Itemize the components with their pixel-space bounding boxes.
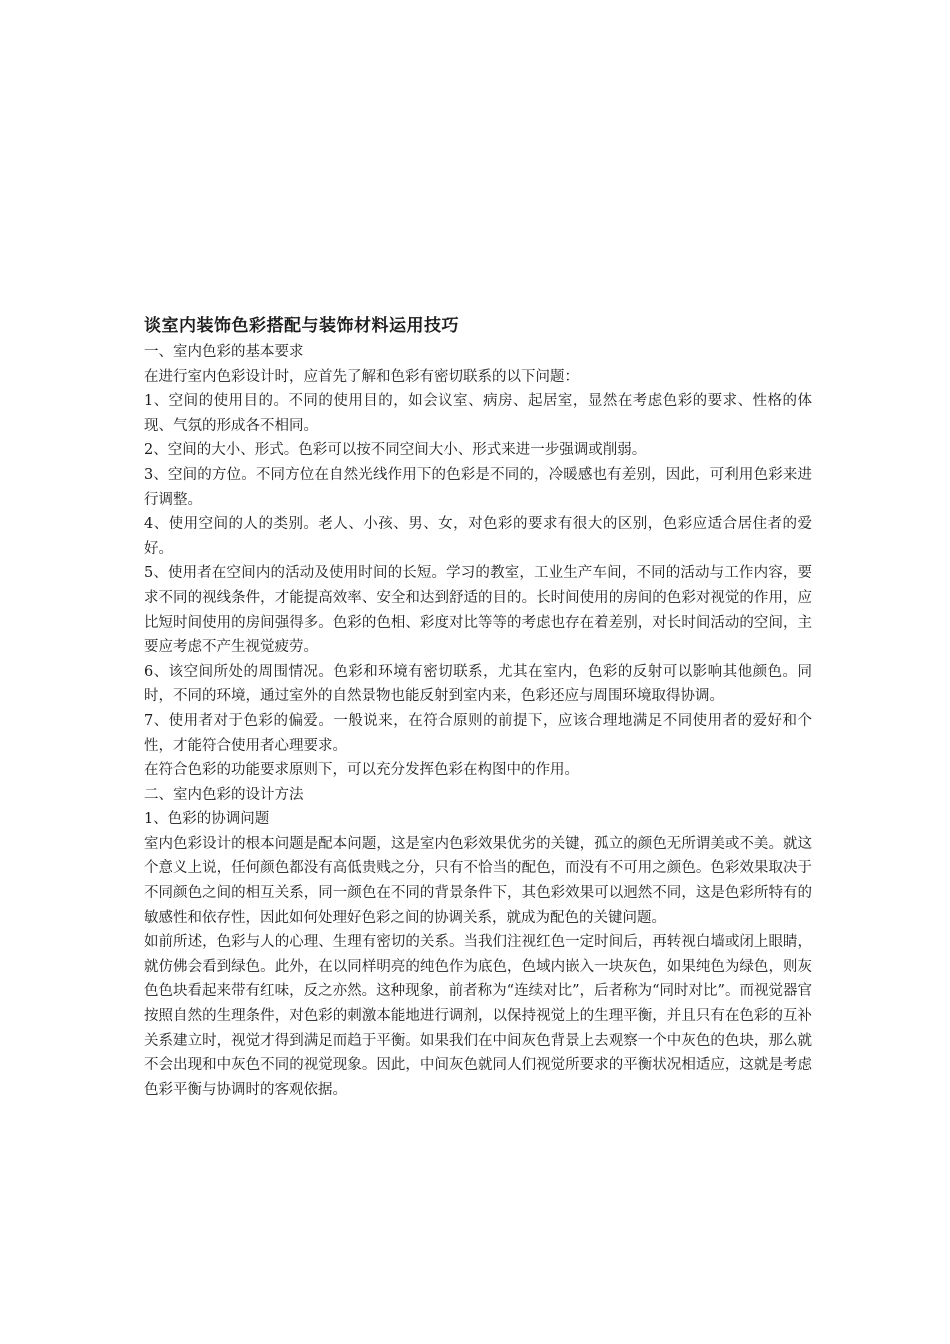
document-page (144, 314, 812, 1102)
subsection-heading: 1、色彩的协调问题 (144, 811, 270, 828)
paragraph: 在符合色彩的功能要求原则下，可以充分发挥色彩在构图中的作用。 (144, 762, 579, 779)
paragraph: 2、空间的大小、形式。色彩可以按不同空间大小、形式来进一步强调或削弱。 (144, 442, 647, 459)
paragraph: 如前所述，色彩与人的心理、生理有密切的关系。当我们注视红色一定时间后，再转视白墙或闭上眼睛，就仿佛会看到绿色。此外，在以同样明亮的纯色作为底色，色域内嵌入一块灰色，如果纯色为绿色，则灰色色块看起来带有红味，反之亦然。这种现象，前者称为“连续对比”，后者称为“同时对比”。而视觉器官按照自然的生理条件，对色彩的刺激本能地进行调剂，以保持视觉上的生理平衡，并且只有在色彩的互补关系建立时，视觉才得到满足而趋于平衡。如果我们在中间灰色背景上去观察一个中灰色的色块，那么就不会出现和中灰色不同的视觉现象。因此，中间灰色就同人们视觉所要求的平衡状况相适应，这就是考虑色彩平衡与协调时的客观依据。 (144, 934, 812, 1098)
section-heading-1: 一、室内色彩的基本要求 (144, 344, 304, 360)
paragraph: 1、空间的使用目的。不同的使用目的，如会议室、病房、起居室，显然在考虑色彩的要求、性格的体现、气氛的形成各不相同。 (144, 393, 812, 434)
section-heading-2: 二、室内色彩的设计方法 (144, 786, 304, 803)
paragraph: 6、该空间所处的周围情况。色彩和环境有密切联系，尤其在室内，色彩的反射可以影响其他颜色。同时，不同的环境，通过室外的自然景物也能反射到室内来，色彩还应与周围环境取得协调。 (144, 663, 812, 705)
document-title: 谈室内装饰色彩搭配与装饰材料运用技巧 (144, 316, 459, 336)
paragraph: 5、使用者在空间内的活动及使用时间的长短。学习的教室，工业生产车间，不同的活动与工作内容，要求不同的视线条件，才能提高效率、安全和达到舒适的目的。长时间使用的房间的色彩对视觉的作用，应比短时间使用的房间强得多。色彩的色相、彩度对比等等的考虑也存在着差别，对长时间活动的空间，主要应考虑不产生视觉疲劳。 (144, 565, 812, 656)
paragraph: 4、使用空间的人的类别。老人、小孩、男、女，对色彩的要求有很大的区别，色彩应适合居住者的爱好。 (144, 516, 812, 557)
paragraph: 室内色彩设计的根本问题是配本问题，这是室内色彩效果优劣的关键，孤立的颜色无所谓美或不美。就这个意义上说，任何颜色都没有高低贵贱之分，只有不恰当的配色，而没有不可用之颜色。色彩效果取决于不同颜色之间的相互关系，同一颜色在不同的背景条件下，其色彩效果可以迥然不同，这是色彩所特有的敏感性和依存性，因此如何处理好色彩之间的协调关系，就成为配色的关键问题。 (144, 835, 812, 926)
paragraph: 在进行室内色彩设计时，应首先了解和色彩有密切联系的以下问题： (144, 368, 579, 385)
paragraph: 3、空间的方位。不同方位在自然光线作用下的色彩是不同的，冷暖感也有差别，因此，可利用色彩来进行调整。 (144, 466, 812, 508)
paragraph: 7、使用者对于色彩的偏爱。一般说来，在符合原则的前提下，应该合理地满足不同使用者的爱好和个性，才能符合使用者心理要求。 (144, 712, 812, 754)
